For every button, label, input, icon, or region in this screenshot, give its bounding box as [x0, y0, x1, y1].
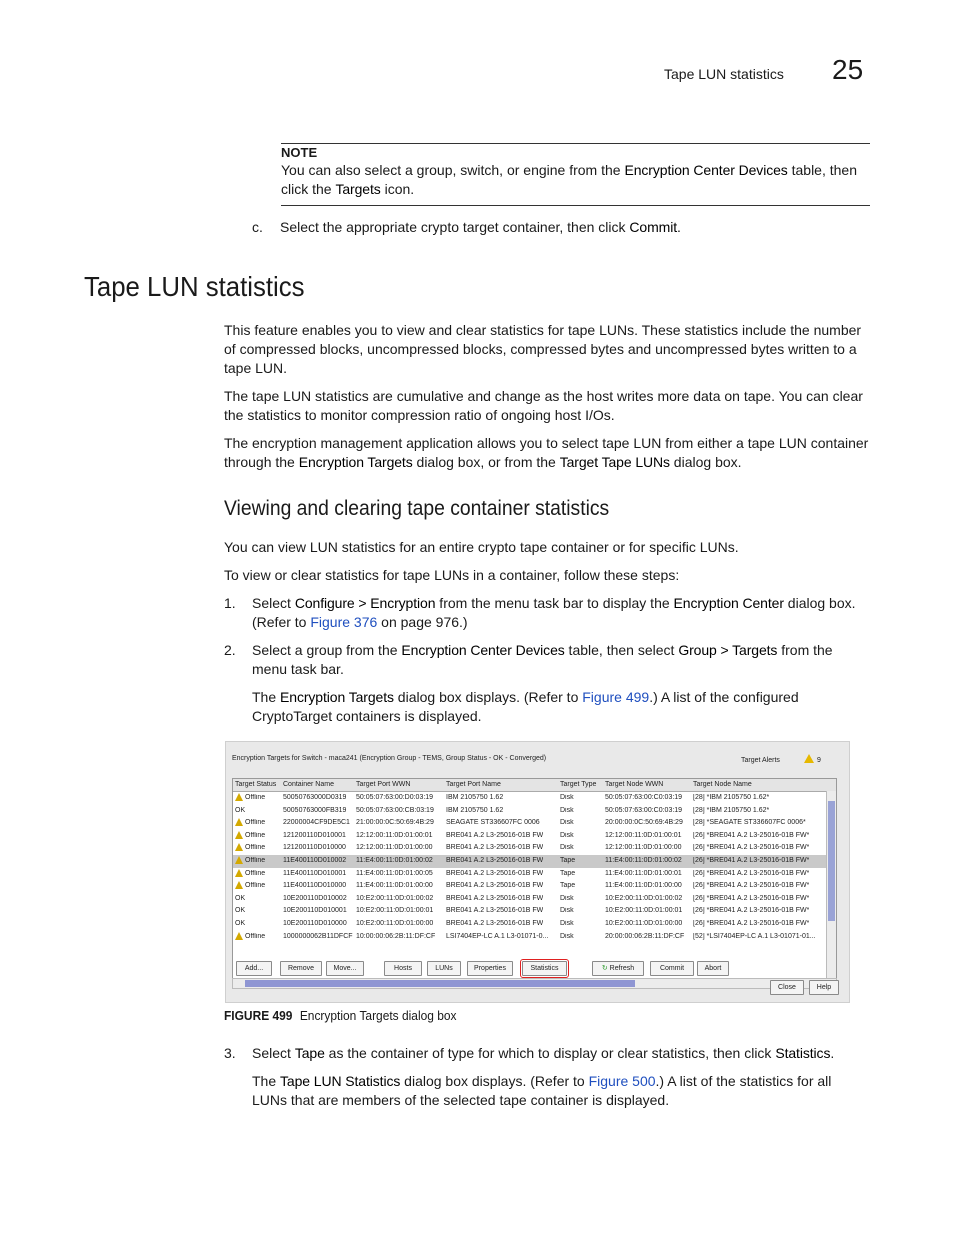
subsection-para-2: To view or clear statistics for tape LUNs in a container, follow these steps: [224, 567, 680, 583]
warning-icon [235, 831, 243, 839]
table-cell: 20:00:00:0C:50:69:4B:29 [605, 819, 683, 827]
step-c-text: Select the appropriate crypto target container, then click Commit. [280, 219, 681, 235]
table-cell: 11E400110D010002 [283, 857, 347, 864]
note-bottom-rule [281, 205, 870, 206]
table-cell: Tape [560, 869, 576, 877]
table-row[interactable] [233, 868, 829, 881]
table-cell: [26] *BRE041 A.2 L3-25016-01B FW* [693, 882, 810, 890]
table-cell: OK [235, 920, 246, 927]
table-cell: 22000004CF9DE5C1 [283, 819, 350, 827]
horizontal-scrollbar[interactable] [232, 978, 837, 989]
table-cell: Disk [560, 932, 574, 940]
note-label: NOTE [281, 145, 318, 160]
table-row[interactable] [233, 817, 829, 830]
table-cell: 10:E2:00:11:0D:01:00:01 [356, 907, 434, 915]
table-cell: [26] *BRE041 A.2 L3-25016-01B FW* [693, 831, 810, 839]
table-row[interactable] [233, 880, 829, 893]
table-row[interactable] [233, 830, 829, 843]
table-cell: 10:E2:00:11:0D:01:00:00 [605, 920, 683, 927]
table-cell: 20:00:00:06:2B:11:DF:CF [605, 932, 685, 940]
commit-button[interactable]: Commit [650, 961, 694, 976]
table-cell: [28] *IBM 2105750 1.62* [693, 794, 770, 801]
vertical-scroll-thumb[interactable] [828, 801, 835, 921]
table-cell: Offline [245, 819, 266, 827]
table-cell: BRE041 A.2 L3-25016-01B FW [446, 894, 544, 902]
table-cell: [26] *BRE041 A.2 L3-25016-01B FW* [693, 844, 810, 852]
subsection-para-1: You can view LUN statistics for an entire crypto tape container or for specific LUNs. [224, 539, 739, 555]
table-header [233, 779, 836, 792]
table-cell: 11E400110D010000 [283, 882, 347, 890]
table-row[interactable] [233, 931, 829, 944]
table-cell: OK [235, 894, 246, 902]
table-row[interactable] [233, 792, 829, 805]
table-cell: 10:E2:00:11:0D:01:00:02 [605, 894, 683, 902]
table-cell: 1000000062B11DFCF [283, 932, 353, 940]
table-cell: 10E200110D010000 [283, 920, 347, 927]
table-cell: 50:05:07:63:00:C0:03:19 [605, 806, 683, 814]
table-cell: Offline [245, 882, 266, 890]
table-cell: BRE041 A.2 L3-25016-01B FW [446, 907, 544, 915]
table-cell: BRE041 A.2 L3-25016-01B FW [446, 844, 544, 852]
table-cell: Offline [245, 869, 266, 877]
table-cell: 10:E2:00:11:0D:01:00:01 [605, 907, 683, 915]
table-row[interactable] [233, 842, 829, 855]
remove-button[interactable]: Remove [280, 961, 322, 976]
step-3-text: Select Tape as the container of type for which to display or clear statistics, then click Statistics. [252, 1045, 835, 1061]
figure-caption: FIGURE 499 Encryption Targets dialog box [224, 1008, 457, 1023]
table-cell: Disk [560, 844, 574, 852]
table-cell: 50:05:07:63:00:CB:03:19 [356, 806, 434, 814]
vertical-scrollbar[interactable] [826, 791, 836, 979]
table-cell: 10:E2:00:11:0D:01:00:00 [356, 920, 434, 927]
section-title: Tape LUN statistics [84, 271, 305, 302]
hosts-button[interactable]: Hosts [384, 961, 422, 976]
column-header[interactable]: Target Status [235, 781, 277, 788]
column-header[interactable]: Target Port Name [446, 781, 501, 788]
table-cell: BRE041 A.2 L3-25016-01B FW [446, 831, 544, 839]
table-cell: 11:E4:00:11:0D:01:00:01 [605, 869, 682, 877]
table-cell: BRE041 A.2 L3-25016-01B FW [446, 882, 544, 890]
step-c-marker: c. [252, 219, 263, 235]
table-cell: 12:12:00:11:0D:01:00:00 [356, 844, 433, 852]
table-cell: 10E200110D010002 [283, 894, 347, 902]
column-header[interactable]: Target Node Name [693, 781, 752, 788]
section-para-3: The encryption management application allows you to select tape LUN from either a tape LUN container through the Encryption Targets dialog box, or from the Target Tape LUNs dialog box. [224, 435, 869, 470]
table-cell: Tape [560, 882, 576, 890]
table-cell: Disk [560, 894, 574, 902]
table-cell: Offline [245, 831, 266, 839]
table-cell: OK [235, 806, 246, 814]
section-para-1: This feature enables you to view and clear statistics for tape LUNs. These statistics include the number of compressed blocks, uncompressed blocks, compressed bytes and uncompressed bytes written to a tape LUN. [224, 322, 862, 376]
table-cell: LSI7404EP-LC A.1 L3-01071-0... [446, 932, 549, 940]
table-cell: BRE041 A.2 L3-25016-01B FW [446, 857, 544, 864]
add-button[interactable]: Add... [236, 961, 272, 976]
step-2-marker: 2. [224, 642, 236, 658]
table-row[interactable] [233, 905, 829, 918]
table-cell: Offline [245, 932, 266, 940]
column-header[interactable]: Target Node WWN [605, 781, 664, 788]
table-cell: Disk [560, 920, 574, 927]
table-cell: Disk [560, 819, 574, 827]
table-cell: 121200110D010000 [283, 844, 346, 852]
move-button[interactable]: Move... [326, 961, 364, 976]
properties-button[interactable]: Properties [467, 961, 513, 976]
table-cell: IBM 2105750 1.62 [446, 806, 504, 814]
step-1-text: Select Configure > Encryption from the menu task bar to display the Encryption Center dialog box. (Refer to Figure 376 on page 976.) [252, 595, 856, 630]
table-cell: 12:12:00:11:0D:01:00:01 [356, 831, 433, 839]
table-cell: Disk [560, 831, 574, 839]
luns-button[interactable]: LUNs [427, 961, 461, 976]
warning-icon [235, 881, 243, 889]
warning-icon [235, 818, 243, 826]
table-cell: [52] *LSI7404EP-LC A.1 L3-01071-01... [693, 932, 816, 940]
table-cell: 50050763000D0319 [283, 794, 347, 801]
warning-icon [804, 754, 814, 763]
table-row[interactable] [233, 918, 829, 931]
table-cell: 11:E4:00:11:0D:01:00:00 [356, 882, 433, 890]
table-cell: 10:00:00:06:2B:11:DF:CF [356, 932, 436, 940]
table-cell: 12:12:00:11:0D:01:00:01 [605, 831, 682, 839]
table-cell: 10E200110D010001 [283, 907, 347, 915]
table-cell: 12:12:00:11:0D:01:00:00 [605, 844, 682, 852]
table-cell: 50:05:07:63:00:C0:03:19 [605, 794, 683, 801]
help-button[interactable]: Help [809, 980, 839, 995]
table-cell: [28] *SEAGATE ST336607FC 0006* [693, 819, 806, 827]
table-row[interactable] [233, 805, 829, 818]
figure-500-link[interactable]: Figure 500 [588, 1073, 656, 1089]
table-cell: [26] *BRE041 A.2 L3-25016-01B FW* [693, 869, 810, 877]
table-cell: [26] *BRE041 A.2 L3-25016-01B FW* [693, 857, 810, 864]
refresh-button[interactable]: ↻ Refresh [592, 961, 644, 976]
figure-376-link[interactable]: Figure 376 [310, 614, 378, 630]
table-cell: 10:E2:00:11:0D:01:00:02 [356, 894, 434, 902]
column-header[interactable]: Target Port WWN [356, 781, 411, 788]
table-cell: 11:E4:00:11:0D:01:00:05 [356, 869, 433, 877]
table-cell: IBM 2105750 1.62 [446, 794, 504, 801]
warning-icon [235, 932, 243, 940]
targets-table [232, 778, 837, 980]
table-row[interactable] [233, 855, 829, 868]
table-cell: 11:E4:00:11:0D:01:00:02 [356, 857, 433, 864]
table-cell: Offline [245, 857, 266, 864]
statistics-button[interactable]: Statistics [522, 961, 567, 976]
table-cell: Disk [560, 907, 574, 915]
table-cell: 11:E4:00:11:0D:01:00:00 [605, 882, 682, 890]
table-cell: 121200110D010001 [283, 831, 346, 839]
table-row[interactable] [233, 893, 829, 906]
dialog-title: Encryption Targets for Switch - maca241 (Encryption Group - TEMS, Group Status - OK - Converged) [232, 755, 547, 762]
running-header-title: Tape LUN statistics [664, 66, 784, 82]
chapter-number: 25 [832, 54, 864, 85]
close-button[interactable]: Close [770, 980, 804, 995]
step-2-result: The Encryption Targets dialog box displays. (Refer to Figure 499.) A list of the configured CryptoTarget containers is displayed. [252, 689, 799, 724]
figure-499-link[interactable]: Figure 499 [582, 689, 650, 705]
table-cell: Offline [245, 844, 266, 852]
note-top-rule [281, 143, 870, 144]
table-cell: Disk [560, 794, 574, 801]
column-header[interactable]: Container Name [283, 781, 334, 788]
warning-icon [235, 793, 243, 801]
table-cell: [26] *BRE041 A.2 L3-25016-01B FW* [693, 907, 810, 915]
table-cell: BRE041 A.2 L3-25016-01B FW [446, 920, 544, 927]
target-alerts-label[interactable]: Target Alerts [741, 757, 780, 764]
subsection-title: Viewing and clearing tape container statistics [224, 497, 610, 520]
table-cell: Disk [560, 806, 574, 814]
table-cell: 50050763000FB319 [283, 806, 347, 814]
step-1-marker: 1. [224, 595, 236, 611]
encryption-targets-dialog [225, 741, 850, 1003]
table-cell: 21:00:00:0C:50:69:4B:29 [356, 819, 434, 827]
table-cell: 11:E4:00:11:0D:01:00:02 [605, 857, 682, 864]
table-cell: SEAGATE ST336607FC 0006 [446, 819, 540, 827]
abort-button[interactable]: Abort [697, 961, 729, 976]
warning-icon [235, 869, 243, 877]
table-cell: [28] *IBM 2105750 1.62* [693, 806, 770, 814]
table-cell: 11E400110D010001 [283, 869, 347, 877]
section-para-2: The tape LUN statistics are cumulative and change as the host writes more data on tape. You can clear the statistics to monitor compression ratio of ongoing host I/Os. [224, 388, 863, 423]
table-cell: OK [235, 907, 246, 915]
target-alerts-count: 9 [817, 757, 821, 764]
table-cell: 50:05:07:63:00:D0:03:19 [356, 794, 434, 801]
table-cell: [26] *BRE041 A.2 L3-25016-01B FW* [693, 920, 810, 927]
note-text: You can also select a group, switch, or engine from the Encryption Center Devices table, then click the Targets icon. [281, 162, 857, 197]
warning-icon [235, 856, 243, 864]
table-cell: Offline [245, 794, 266, 801]
step-2-text: Select a group from the Encryption Center Devices table, then select Group > Targets from the menu task bar. [252, 642, 833, 677]
step-3-result: The Tape LUN Statistics dialog box displays. (Refer to Figure 500.) A list of the statistics for all LUNs that are members of the selected tape container is displayed. [252, 1073, 832, 1108]
refresh-icon: ↻ [601, 965, 608, 972]
step-3-marker: 3. [224, 1045, 236, 1061]
table-cell: Tape [560, 857, 576, 864]
column-header[interactable]: Target Type [560, 781, 597, 788]
horizontal-scroll-thumb[interactable] [245, 980, 635, 987]
warning-icon [235, 843, 243, 851]
table-cell: BRE041 A.2 L3-25016-01B FW [446, 869, 544, 877]
table-cell: [26] *BRE041 A.2 L3-25016-01B FW* [693, 894, 810, 902]
